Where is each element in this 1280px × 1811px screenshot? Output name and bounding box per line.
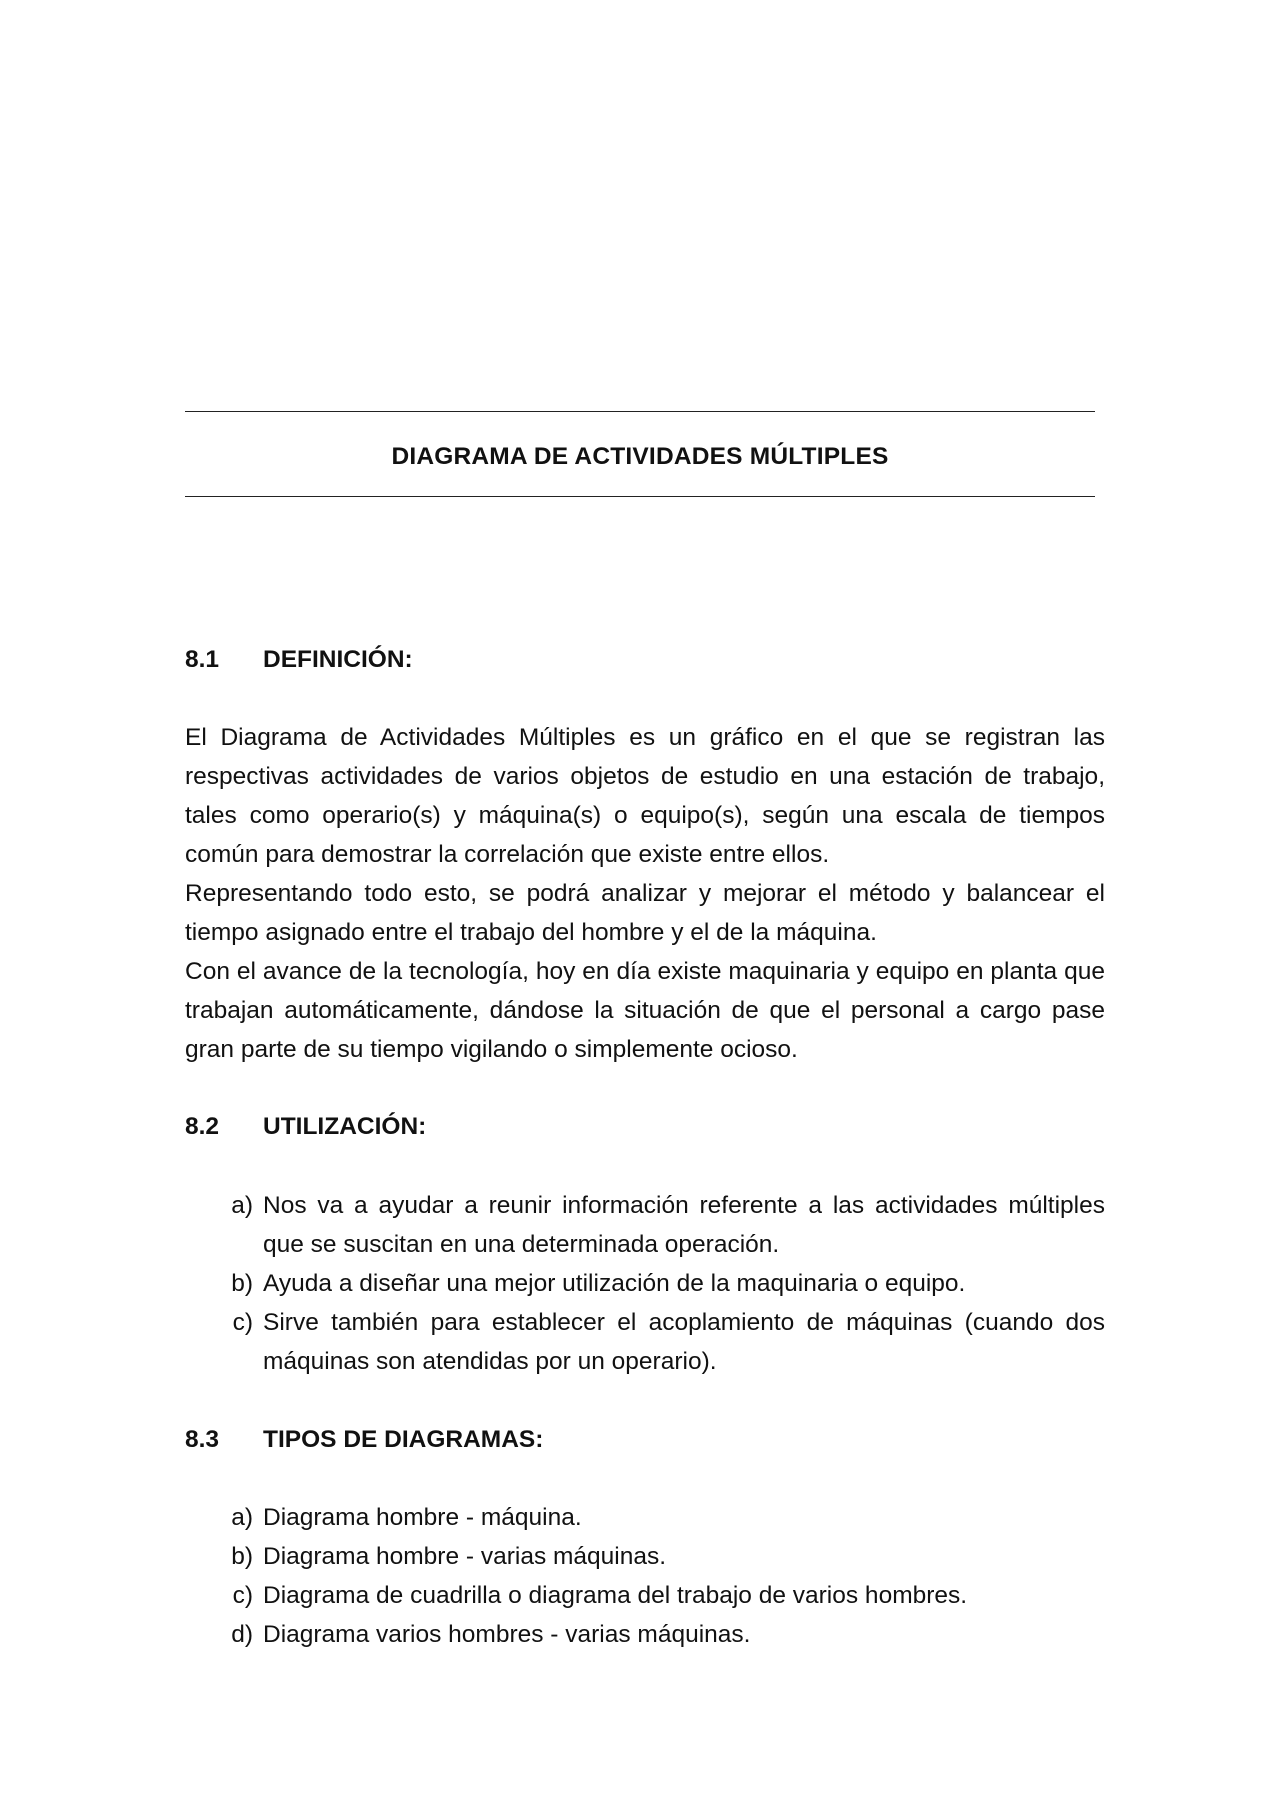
list-item bbox=[185, 1537, 1105, 1576]
definition-text bbox=[185, 718, 1105, 1069]
list-item bbox=[185, 1576, 1105, 1615]
section-heading-definicion bbox=[185, 645, 413, 675]
list-item bbox=[185, 1264, 1105, 1303]
section-title: DEFINICIÓN: bbox=[263, 646, 413, 673]
list-item-text: Diagrama hombre - varias máquinas. bbox=[263, 1543, 667, 1570]
section-heading-tipos bbox=[185, 1425, 543, 1455]
list-marker: a) bbox=[231, 1504, 253, 1531]
paragraph: El Diagrama de Actividades Múltiples es un gráfico en el que se registran las respectivas actividades de varios objetos de estudio en una estación de trabajo, tales como operario(s) y máquina(s) o equipo(s), según una escala de tiempos común para demostrar la correlación que existe entre ellos. bbox=[185, 724, 1105, 868]
list-marker: c) bbox=[232, 1309, 253, 1336]
section-number: 8.3 bbox=[185, 1426, 220, 1453]
section-number: 8.2 bbox=[185, 1113, 220, 1140]
list-marker: b) bbox=[231, 1270, 253, 1297]
section-number: 8.1 bbox=[185, 646, 220, 673]
list-marker: a) bbox=[231, 1192, 253, 1219]
list-item-text: Sirve también para establecer el acoplamiento de máquinas (cuando dos máquinas son atendidas por un operario). bbox=[263, 1309, 1105, 1375]
section-heading-utilizacion bbox=[185, 1112, 426, 1142]
list-item-text: Diagrama de cuadrilla o diagrama del trabajo de varios hombres. bbox=[263, 1582, 968, 1609]
utilizacion-list bbox=[185, 1186, 1105, 1381]
list-item bbox=[185, 1615, 1105, 1654]
list-marker: b) bbox=[231, 1543, 253, 1570]
list-item-text: Diagrama hombre - máquina. bbox=[263, 1504, 582, 1531]
section-title: TIPOS DE DIAGRAMAS: bbox=[263, 1426, 544, 1453]
list-item bbox=[185, 1186, 1105, 1264]
list-marker: c) bbox=[232, 1582, 253, 1609]
top-horizontal-rule bbox=[185, 411, 1095, 412]
section-title: UTILIZACIÓN: bbox=[263, 1113, 427, 1140]
bottom-horizontal-rule bbox=[185, 496, 1095, 497]
tipos-list bbox=[185, 1498, 1105, 1654]
list-marker: d) bbox=[231, 1621, 253, 1648]
list-item-text: Diagrama varios hombres - varias máquinas. bbox=[263, 1621, 751, 1648]
list-item bbox=[185, 1498, 1105, 1537]
list-item bbox=[185, 1303, 1105, 1381]
paragraph: Representando todo esto, se podrá analizar y mejorar el método y balancear el tiempo asignado entre el trabajo del hombre y el de la máquina. bbox=[185, 880, 1105, 946]
page-title: DIAGRAMA DE ACTIVIDADES MÚLTIPLES bbox=[391, 443, 889, 470]
paragraph: Con el avance de la tecnología, hoy en día existe maquinaria y equipo en planta que trabajan automáticamente, dándose la situación de que el personal a cargo pase gran parte de su tiempo vigilando o simplemente ocioso. bbox=[185, 958, 1105, 1063]
list-item-text: Nos va a ayudar a reunir información referente a las actividades múltiples que se suscitan en una determinada operación. bbox=[263, 1192, 1105, 1258]
list-item-text: Ayuda a diseñar una mejor utilización de la maquinaria o equipo. bbox=[263, 1270, 966, 1297]
